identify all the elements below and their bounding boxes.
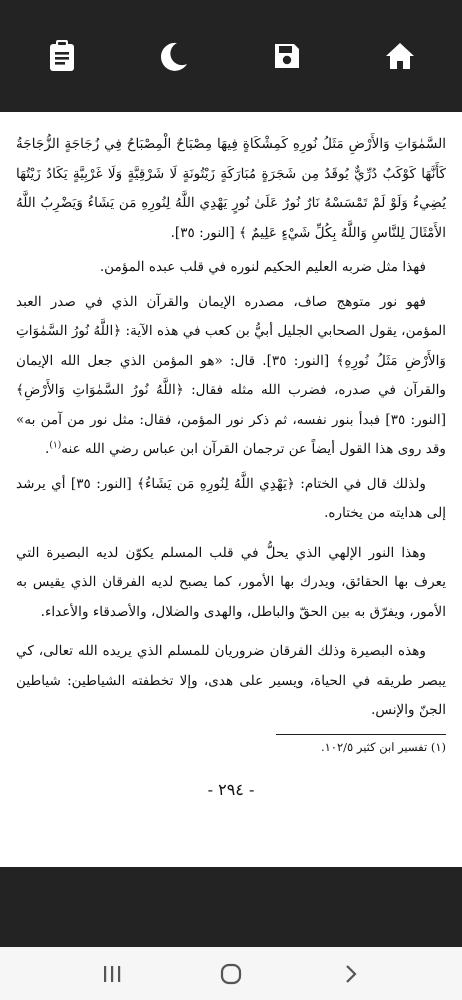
page-text xyxy=(16,130,446,731)
page-number: - ٢٩٤ - xyxy=(207,780,255,799)
footnote-divider xyxy=(276,734,446,735)
system-nav-bar xyxy=(0,947,462,1000)
paragraph-text: فهو نور متوهج صاف، مصدره الإيمان والقرآن الذي في صدر العبد المؤمن، يقول الصحابي الجليل أبيُّ بن كعب في هذه الآية: ﴿اللَّهُ نُورُ السَّمٰوَاتِ وَالأَرْضِ مَثَلُ نُورِهِ﴾ [النور: ٣٥]. قال: «هو المؤمن الذي جعل الله الإيمان والقرآن في صدره، فضرب الله مثله فقال: ﴿اللَّهُ نُورُ السَّمٰوَاتِ وَالأَرْضِ﴾ [النور: ٣٥] فبدأ بنور نفسه، ثم ذكر نور المؤمن، فقال: مثل نور من آمن به» وقد روى هذا القول أيضاً عن ترجمان القرآن ابن عباس رضي الله عنه xyxy=(16,293,446,457)
back-chevron-icon[interactable] xyxy=(336,959,366,989)
recent-apps-icon[interactable] xyxy=(97,959,127,989)
footnote: (١) تفسير ابن كثير ١٠٢/٥. xyxy=(320,740,446,754)
reader-bottom-bar xyxy=(0,867,462,947)
footnote-marker[interactable]: (١) xyxy=(49,440,62,451)
book-page xyxy=(0,112,462,867)
reader-toolbar xyxy=(0,0,462,112)
home-circle-icon[interactable] xyxy=(216,959,246,989)
quran-verse-paragraph: السَّمٰوَاتِ وَالأَرْضِ مَثَلُ نُورِهِ كَمِشْكَاةٍ فِيهَا مِصْبَاحٌ الْمِصْبَاحُ فِي زُجَاجَةٍ الزُّجَاجَةُ كَأَنَّهَا كَوْكَبٌ دُرِّيٌّ يُوقَدُ مِن شَجَرَةٍ مُبَارَكَةٍ زَيْتُونَةٍ لَا شَرْقِيَّةٍ وَلَا غَرْبِيَّةٍ يَكَادُ زَيْتُهَا يُضِيءُ وَلَوْ لَمْ تَمْسَسْهُ نَارٌ نُورٌ عَلَىٰ نُورٍ يَهْدِي اللَّهُ لِنُورِهِ مَن يَشَاءُ وَيَضْرِبُ اللَّهُ الأَمْثَالَ لِلنَّاسِ وَاللَّهُ بِكُلِّ شَيْءٍ عَلِيمٌ ﴾ [النور: ٣٥]. xyxy=(16,136,446,241)
text-paragraph: فهذا مثل ضربه العليم الحكيم لنوره في قلب عبده المؤمن. xyxy=(99,259,426,275)
text-paragraph: وهذه البصيرة وذلك الفرقان ضروريان للمسلم الذي يريده الله تعالى، كي يبصر طريقه في الحياة، ويسير على هدى، وإلا تخطفته الشياطين: شياطين الجنّ والإنس. xyxy=(16,643,446,718)
text-paragraph: ولذلك قال في الختام: ﴿يَهْدِي اللَّهُ لِنُورِهِ مَن يَشَاءُ﴾ [النور: ٣٥] أي يرشد إلى هدايته من يختاره. xyxy=(16,475,446,521)
save-icon[interactable] xyxy=(269,38,305,74)
clipboard-icon[interactable] xyxy=(44,38,80,74)
text-paragraph: فهو نور متوهج صاف، مصدره الإيمان والقرآن الذي في صدر العبد المؤمن، يقول الصحابي الجليل أبيُّ بن كعب في هذه الآية: ﴿اللَّهُ نُورُ السَّمٰوَاتِ وَالأَرْضِ مَثَلُ نُورِهِ﴾ [النور: ٣٥]. قال: «هو المؤمن الذي جعل الله الإيمان والقرآن في صدره، فضرب الله مثله فقال: ﴿اللَّهُ نُورُ السَّمٰوَاتِ وَالأَرْضِ﴾ [النور: ٣٥] فبدأ بنور نفسه، ثم ذكر نور المؤمن، فقال: مثل نور من آمن به» وقد روى هذا القول أيضاً عن ترجمان القرآن ابن عباس رضي الله عنه$^{(١)}$. xyxy=(16,293,446,457)
moon-icon[interactable] xyxy=(155,38,191,74)
text-paragraph: وهذا النور الإلهي الذي يحلُّ في قلب المسلم يكوّن لديه البصيرة التي يعرف بها الحقائق، ويدرك بها الأمور، كما يصبح لديه الفرقان الذي يقيس به الأمور، ويفرّق به بين الحقّ والباطل، والهدى والضلال، والأصدقاء والأعداء. xyxy=(16,544,446,620)
home-icon[interactable] xyxy=(382,38,418,74)
